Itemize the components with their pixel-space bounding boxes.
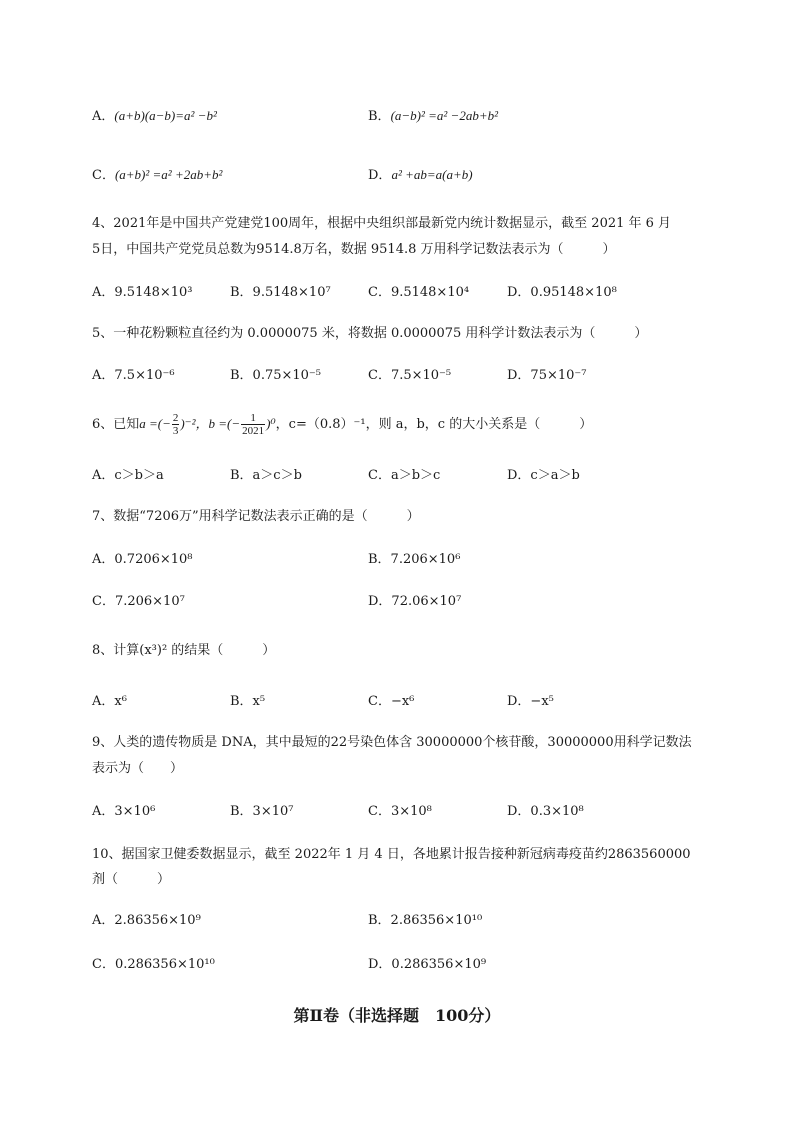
q3-option-d: D．a² +ab=a(a+b)	[368, 167, 473, 183]
section-title: 第Ⅱ卷（非选择题 100分）	[293, 1006, 501, 1025]
q3-option-c: C．(a+b)² =a² +2ab+b²	[92, 167, 223, 183]
q9-option-a: A．3×10⁶	[92, 804, 156, 819]
q10-option-a: A．2.86356×10⁹	[92, 913, 201, 928]
q9-option-c: C．3×10⁸	[368, 804, 432, 819]
q6-a-label: a =(−	[139, 416, 171, 431]
q10-stem-line1: 10、据国家卫健委数据显示，截至 2022年 1 月 4 日，各地累计报告接种新冠病毒疫苗约2863560000	[92, 847, 691, 862]
q10-option-c: C．0.286356×10¹⁰	[92, 957, 215, 972]
q9-option-b: B．3×10⁷	[230, 804, 294, 819]
q8-stem: 8、计算(x³)² 的结果（ ）	[92, 643, 276, 658]
q7-option-c: C．7.206×10⁷	[92, 594, 185, 609]
q9-stem-line2: 表示为（ ）	[92, 761, 184, 776]
q4-option-d: D．0.95148×10⁸	[507, 285, 617, 300]
q5-option-d: D．75×10⁻⁷	[507, 368, 587, 383]
q6-b-numerator: 1	[250, 412, 256, 424]
q6-b-denominator: 2021	[242, 425, 265, 437]
q9-option-d: D．0.3×10⁸	[507, 804, 584, 819]
q8-option-a: A．x⁶	[92, 694, 127, 709]
q5-option-b: B．0.75×10⁻⁵	[230, 368, 322, 383]
q3-option-a: A．(a+b)(a−b)=a² −b²	[92, 108, 217, 124]
q6-b-exponent: )⁰	[266, 416, 276, 431]
q4-stem-line2: 5日，中国共产党党员总数为9514.8万名，数据 9514.8 万用科学记数法表示为（ ）	[92, 242, 616, 257]
q6-a-denominator: 3	[172, 425, 179, 437]
q6-a-fraction	[172, 412, 180, 437]
q4-option-a: A．9.5148×10³	[92, 285, 193, 300]
q6-a-numerator: 2	[172, 412, 179, 424]
q5-option-a: A．7.5×10⁻⁶	[92, 368, 175, 383]
q6-suffix: ，c=（0.8）⁻¹，则 a，b，c 的大小关系是（ ）	[275, 417, 593, 432]
q4-stem-line1: 4、2021年是中国共产党建党100周年，根据中央组织部最新党内统计数据显示，截至 2021 年 6 月	[92, 216, 672, 231]
q7-option-b: B．7.206×10⁶	[368, 552, 461, 567]
q5-option-c: C．7.5×10⁻⁵	[368, 368, 452, 383]
q5-stem: 5、一种花粉颗粒直径约为 0.0000075 米，将数据 0.0000075 用科学计数法表示为（ ）	[92, 326, 648, 341]
q4-option-b: B．9.5148×10⁷	[230, 285, 331, 300]
q6-b-fraction	[241, 412, 265, 437]
q8-option-d: D．−x⁵	[507, 694, 554, 709]
q6-option-c: C．a＞b＞c	[368, 468, 441, 483]
q6-stem	[92, 406, 592, 443]
q7-option-d: D．72.06×10⁷	[368, 594, 462, 609]
q6-b-label: ，b =(−	[195, 416, 241, 431]
q6-prefix: 6、已知	[92, 417, 140, 432]
q6-option-a: A．c＞b＞a	[92, 468, 164, 483]
q7-stem: 7、数据“7206万”用科学记数法表示正确的是（ ）	[92, 509, 420, 524]
q6-a-exponent: )⁻²	[180, 416, 196, 431]
q10-option-d: D．0.286356×10⁹	[368, 957, 487, 972]
q10-stem-line2: 剂（ ）	[92, 872, 171, 887]
q6-option-d: D．c＞a＞b	[507, 468, 580, 483]
q6-option-b: B．a＞c＞b	[230, 468, 302, 483]
q9-stem-line1: 9、人类的遗传物质是 DNA，其中最短的22号染色体含 30000000个核苷酸，30000000用科学记数法	[92, 735, 692, 750]
q3-option-b: B．(a−b)² =a² −2ab+b²	[368, 108, 499, 124]
q4-option-c: C．9.5148×10⁴	[368, 285, 470, 300]
q8-option-c: C．−x⁶	[368, 694, 415, 709]
q7-option-a: A．0.7206×10⁸	[92, 552, 193, 567]
q8-option-b: B．x⁵	[230, 694, 266, 709]
q10-option-b: B．2.86356×10¹⁰	[368, 913, 483, 928]
